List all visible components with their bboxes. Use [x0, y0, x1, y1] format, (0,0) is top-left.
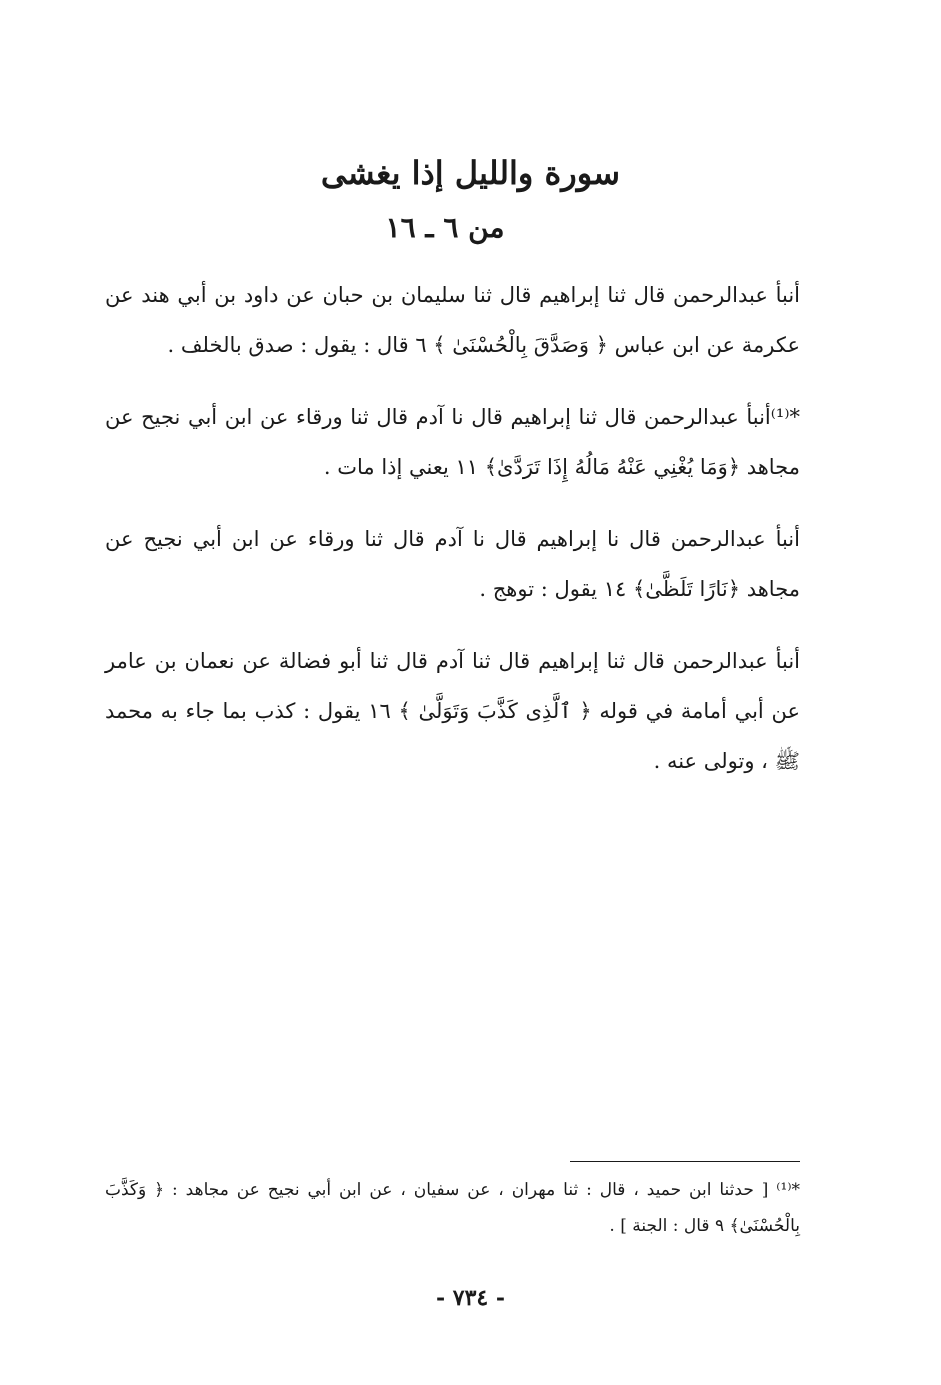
paragraph-3: أنبأ عبدالرحمن قال نا إبراهيم قال نا آدم قال ثنا ورقاء عن ابن أبي نجيح عن مجاهد ﴿نَارًا تَلَظَّىٰ﴾ ١٤ يقول : توهج .	[105, 527, 800, 601]
footnote: *⁽¹⁾ [ حدثنا ابن حميد ، قال : ثنا مهران ، عن سفيان ، عن ابن أبي نجيح عن مجاهد : ﴿ وَكَذَّبَ بِالْحُسْنَىٰ﴾ ٩ قال : الجنة ] .	[105, 1180, 800, 1236]
paragraph-2: *⁽¹⁾أنبأ عبدالرحمن قال ثنا إبراهيم قال نا آدم قال ثنا ورقاء عن ابن أبي نجيح عن مجاهد ﴿وَمَا يُغْنِي عَنْهُ مَالُهُ إِذَا تَرَدَّىٰ﴾ ١١ يعني إذا مات .	[105, 405, 800, 479]
main-text	[105, 270, 800, 808]
page-number: - ٧٣٤ -	[435, 1285, 506, 1311]
surah-title: سورة والليل إذا يغشى	[320, 154, 621, 192]
verse-range: من ٦ ـ ١٦	[385, 211, 505, 244]
footnote-divider	[570, 1161, 800, 1162]
paragraph-4: أنبأ عبدالرحمن قال ثنا إبراهيم قال ثنا آدم قال ثنا أبو فضالة عن نعمان بن عامر عن أبي أمامة في قوله ﴿ ٱلَّذِى كَذَّبَ وَتَوَلَّىٰ ﴾ ١٦ يقول : كذب بما جاء به محمد ﷺ ، وتولى عنه .	[105, 649, 800, 773]
paragraph-1: أنبأ عبدالرحمن قال ثنا إبراهيم قال ثنا سليمان بن حبان عن داود بن أبي هند عن عكرمة عن ابن عباس ﴿ وَصَدَّقَ بِالْحُسْنَىٰ ﴾ ٦ قال : يقول : صدق بالخلف .	[105, 283, 800, 357]
